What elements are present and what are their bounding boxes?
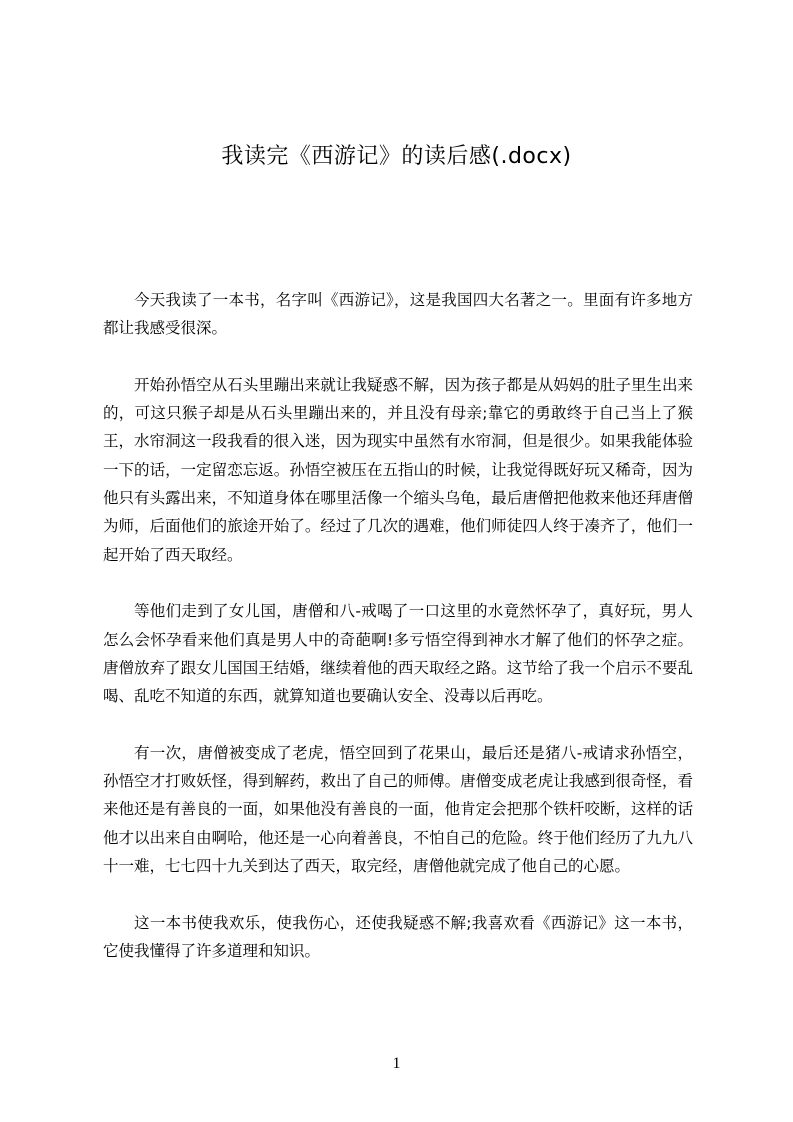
paragraph-1: 今天我读了一本书，名字叫《西游记》，这是我国四大名著之一。里面有许多地方都让我感受很深。: [103, 291, 693, 338]
paragraph-5: 这一本书使我欢乐，使我伤心，还使我疑惑不解;我喜欢看《西游记》这一本书，它使我懂得了许多道理和知识。: [103, 913, 693, 960]
page-number: 1: [392, 1055, 401, 1072]
document-body: [103, 286, 693, 993]
paragraph-3: 等他们走到了女儿国，唐僧和八-戒喝了一口这里的水竟然怀孕了，真好玩，男人怎么会怀孕看来他们真是男人中的奇葩啊!多亏悟空得到神水才解了他们的怀孕之症。唐僧放弃了跟女儿国国王结婚，继续着他的西天取经之路。这节给了我一个启示不要乱喝、乱吃不知道的东西，就算知道也要确认安全、没毒以后再吃。: [103, 602, 693, 706]
document-title: 我读完《西游记》的读后感(.docx): [221, 144, 572, 169]
paragraph-2: 开始孙悟空从石头里蹦出来就让我疑惑不解，因为孩子都是从妈妈的肚子里生出来的，可这只猴子却是从石头里蹦出来的，并且没有母亲;靠它的勇敢终于自己当上了猴王，水帘洞这一段我看的很入迷，因为现实中虽然有水帘洞，但是很少。如果我能体验一下的话，一定留恋忘返。孙悟空被压在五指山的时候，让我觉得既好玩又稀奇，因为他只有头露出来，不知道身体在哪里活像一个缩头乌龟，最后唐僧把他救来他还拜唐僧为师，后面他们的旅途开始了。经过了几次的遇难，他们师徒四人终于凑齐了，他们一起开始了西天取经。: [103, 375, 693, 564]
paragraph-4: 有一次，唐僧被变成了老虎，悟空回到了花果山，最后还是猪八-戒请求孙悟空，孙悟空才打败妖怪，得到解药，救出了自己的师傅。唐僧变成老虎让我感到很奇怪，看来他还是有善良的一面，如果他没有善良的一面，他肯定会把那个铁杆咬断，这样的话他才以出来自由啊哈，他还是一心向着善良，不怕自己的危险。终于他们经历了九九八十一难，七七四十九关到达了西天，取完经，唐僧他就完成了他自己的心愿。: [103, 743, 693, 875]
